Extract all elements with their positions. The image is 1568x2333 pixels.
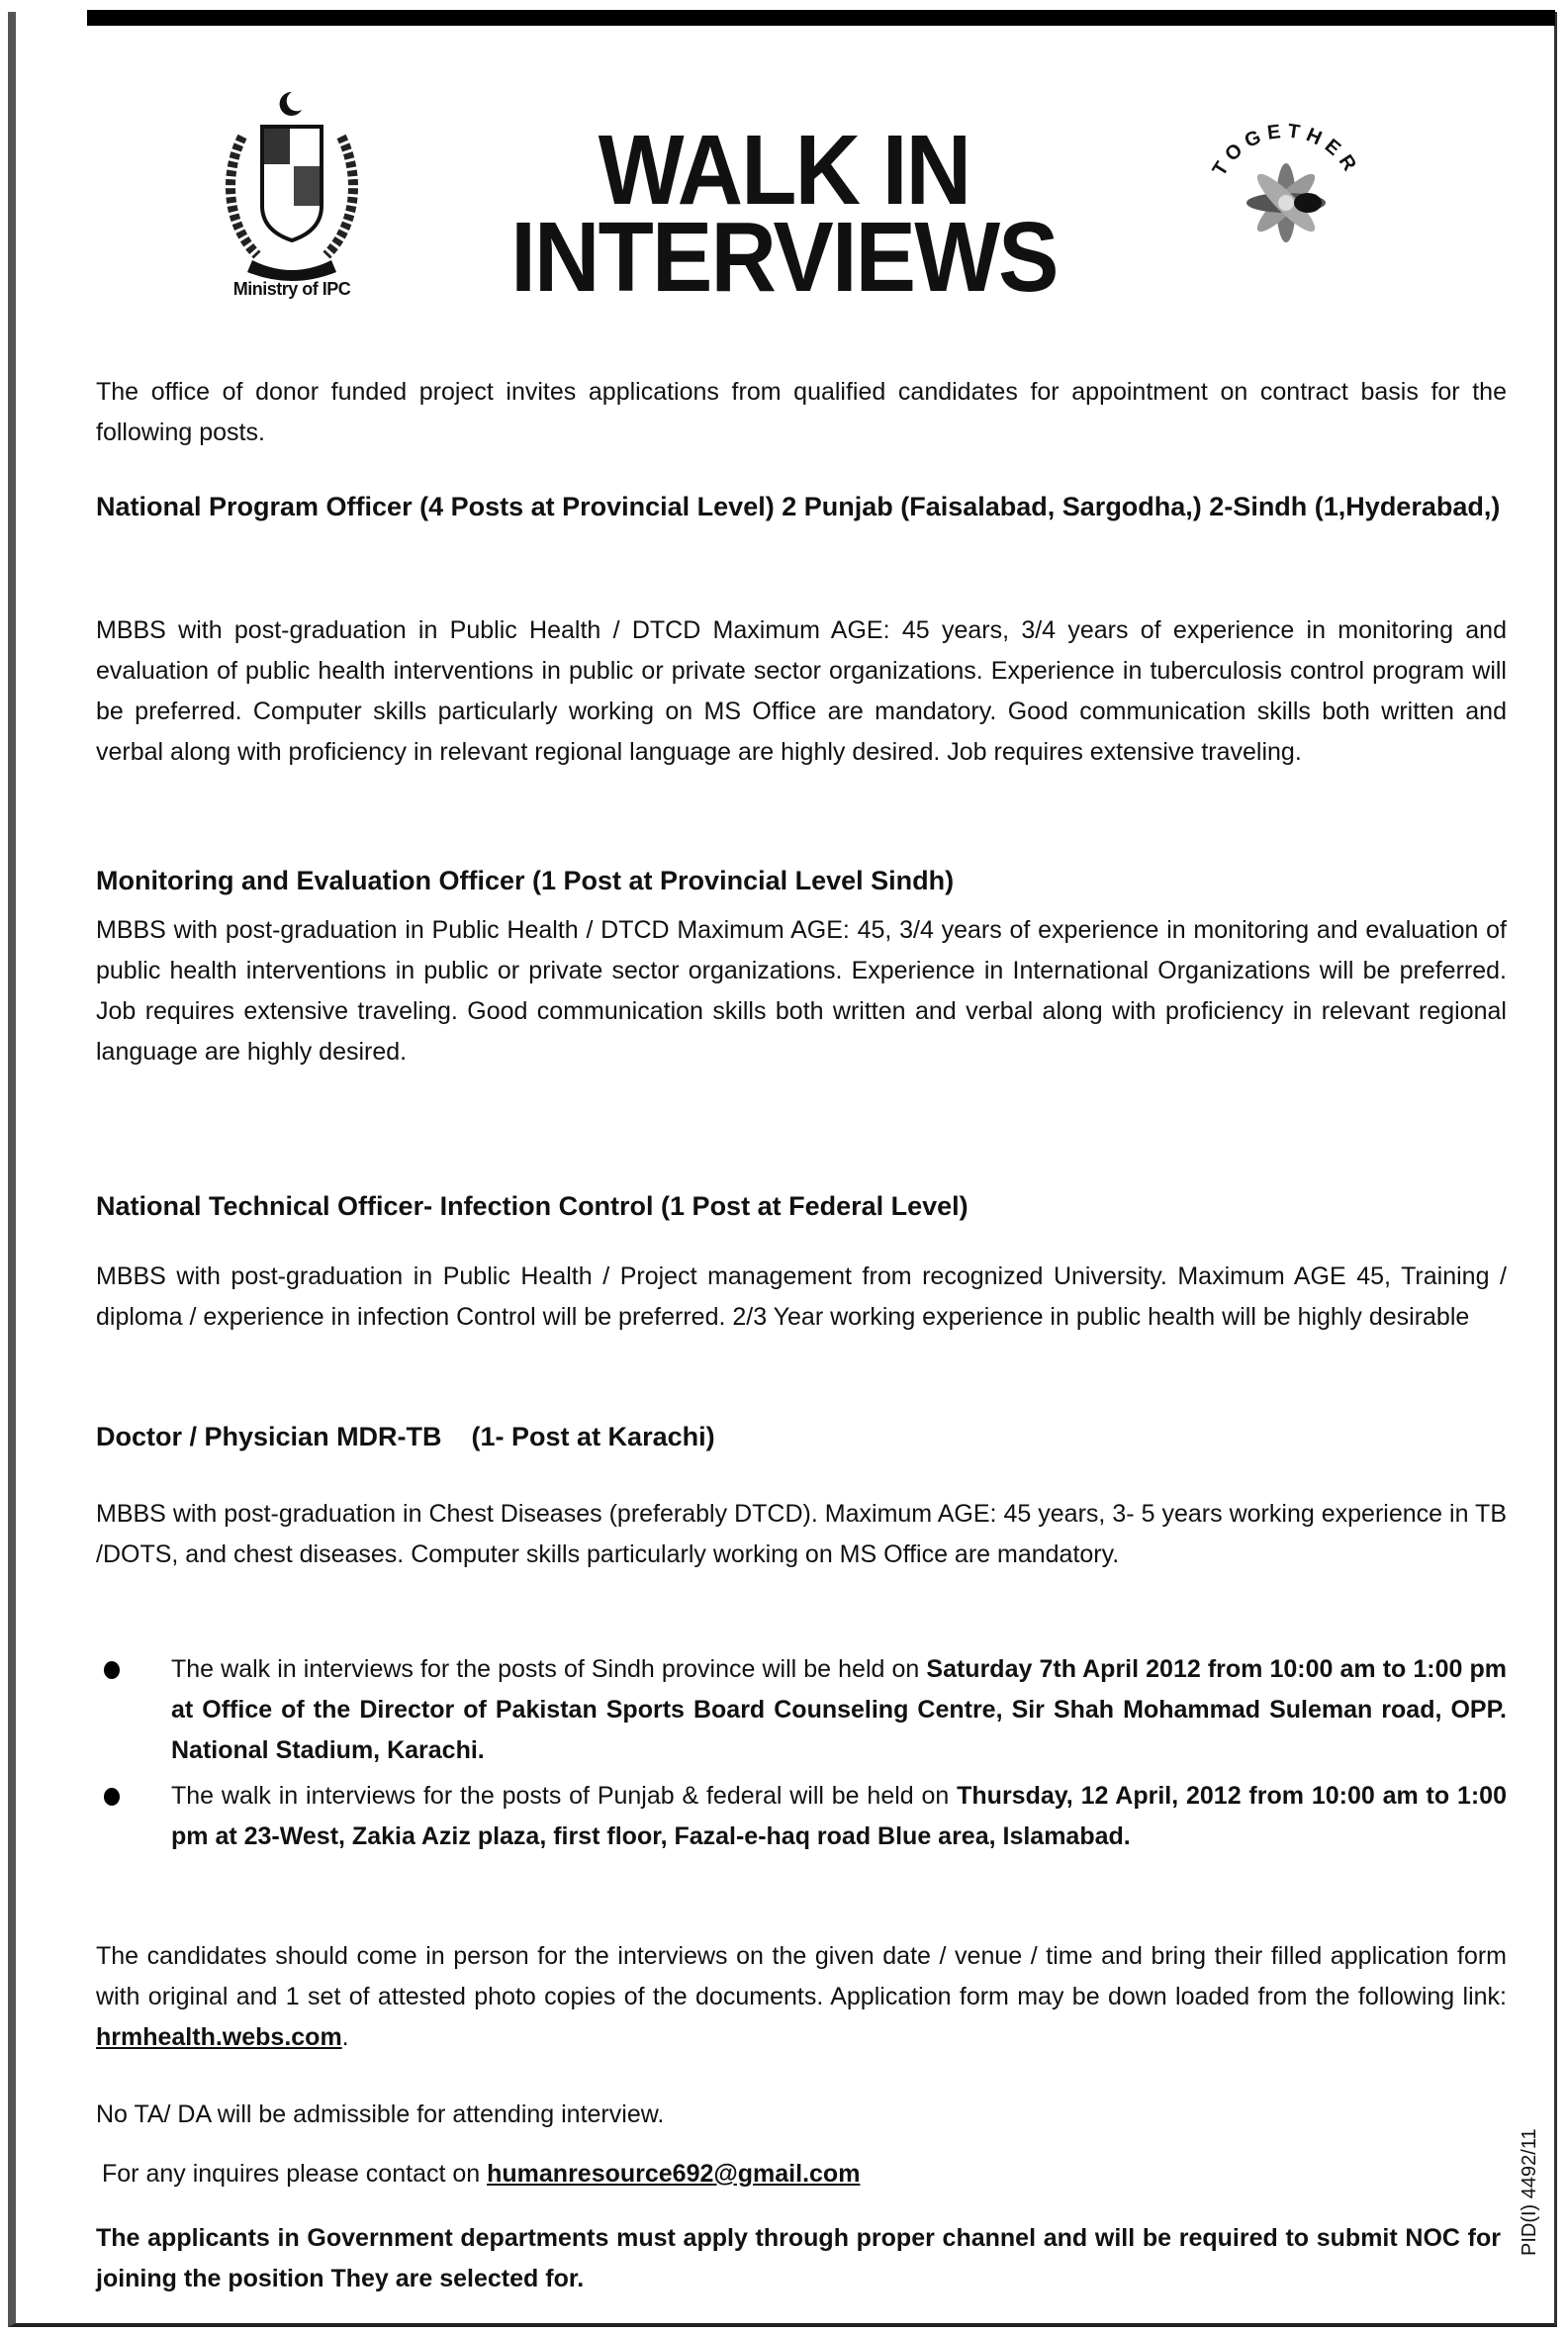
bullet-punjab-interviews <box>96 1776 1507 1857</box>
application-form-link[interactable]: hrmhealth.webs.com <box>96 2023 342 2051</box>
post-1-description: MBBS with post-graduation in Public Health / DTCD Maximum AGE: 45 years, 3/4 years of experience in monitoring and evaluation of public health interventions in public or private sector organizations. Experience in tuberculosis control program will be preferred. Computer skills particularly working on MS Office are mandatory. Good communication skills both written and verbal along with proficiency in relevant regional language are highly desired. Job requires extensive traveling. <box>96 616 1507 766</box>
pid-number: PID(I) 4492/11 <box>1519 2128 1540 2256</box>
post-4-description: MBBS with post-graduation in Chest Diseases (preferably DTCD). Maximum AGE: 45 years, 3- 5 years working experience in TB /DOTS, and chest diseases. Computer skills particularly working on MS Office are mandatory. <box>96 1500 1507 1568</box>
post-3-title: National Technical Officer- Infection Control (1 Post at Federal Level) <box>96 1191 968 1221</box>
together-logo <box>1182 99 1390 297</box>
post-2-description: MBBS with post-graduation in Public Health / DTCD Maximum AGE: 45, 3/4 years of experience in monitoring and evaluation of public health interventions in public or private sector organizations. Experience in International Organizations will be preferred. Job requires extensive traveling. Good communication skills both written and verbal along with proficiency in relevant regional language are highly desired. <box>96 916 1507 1066</box>
instructions-paragraph <box>96 1936 1507 2058</box>
contact-prefix: For any inquires please contact on <box>102 2160 488 2188</box>
post-4-title: Doctor / Physician MDR-TB (1- Post at Karachi) <box>96 1422 715 1451</box>
bullet-icon <box>104 1788 120 1806</box>
ministry-caption: Ministry of IPC <box>232 279 351 299</box>
title-line-2: INTERVIEWS <box>510 202 1058 313</box>
instructions-text: The candidates should come in person for the interviews on the given date / venue / time and bring their filled application form with original and 1 set of attested photo copies of the documents. Application form may be down loaded from the following link: <box>96 1942 1507 2010</box>
bullet-bold-text: Thursday, 12 April, 2012 from 10:00 am to 1:00 pm at 23-West, Zakia Aziz plaza, first floor, Fazal-e-haq road Blue area, Islamabad. <box>171 1782 1507 1850</box>
bullet-text: The walk in interviews for the posts of Sindh province will be held on <box>171 1655 927 1683</box>
bullet-icon <box>104 1661 120 1679</box>
contact-email-link[interactable]: humanresource692@gmail.com <box>487 2160 861 2188</box>
post-2-title: Monitoring and Evaluation Officer (1 Post at Provincial Level Sindh) <box>96 866 955 895</box>
post-3-description: MBBS with post-graduation in Public Health / Project management from recognized University. Maximum AGE 45, Training / diploma / experience in infection Control will be preferred. 2/3 Year working experience in public health will be highly desirable <box>96 1262 1507 1331</box>
bullet-bold-text: Saturday 7th April 2012 from 10:00 am to 1:00 pm at Office of the Director of Pakistan Sports Board Counseling Centre, Sir Shah Mohammad Suleman road, OPP. National Stadium, Karachi. <box>171 1655 1508 1764</box>
bullet-text: The walk in interviews for the posts of Punjab & federal will be held on <box>171 1782 958 1810</box>
bullet-sindh-interviews <box>96 1649 1507 1771</box>
together-logo-text: TOGETHER <box>1208 120 1364 180</box>
government-applicants-note: The applicants in Government departments must apply through proper channel and will be required to submit NOC for joining the position They are selected for. <box>96 2224 1501 2292</box>
contact-line <box>102 2154 1513 2194</box>
link-suffix: . <box>341 2023 349 2051</box>
no-ta-da-note: No TA/ DA will be admissible for attending interview. <box>96 2100 665 2128</box>
post-1-title: National Program Officer (4 Posts at Provincial Level) 2 Punjab (Faisalabad, Sargodha,) 2-Sindh (1,Hyderabad,) <box>96 492 1501 521</box>
title-line-1: WALK IN <box>598 115 970 226</box>
top-bar <box>87 10 1555 26</box>
intro-paragraph: The office of donor funded project invites applications from qualified candidates for appointment on contract basis for the following posts. <box>96 378 1507 446</box>
